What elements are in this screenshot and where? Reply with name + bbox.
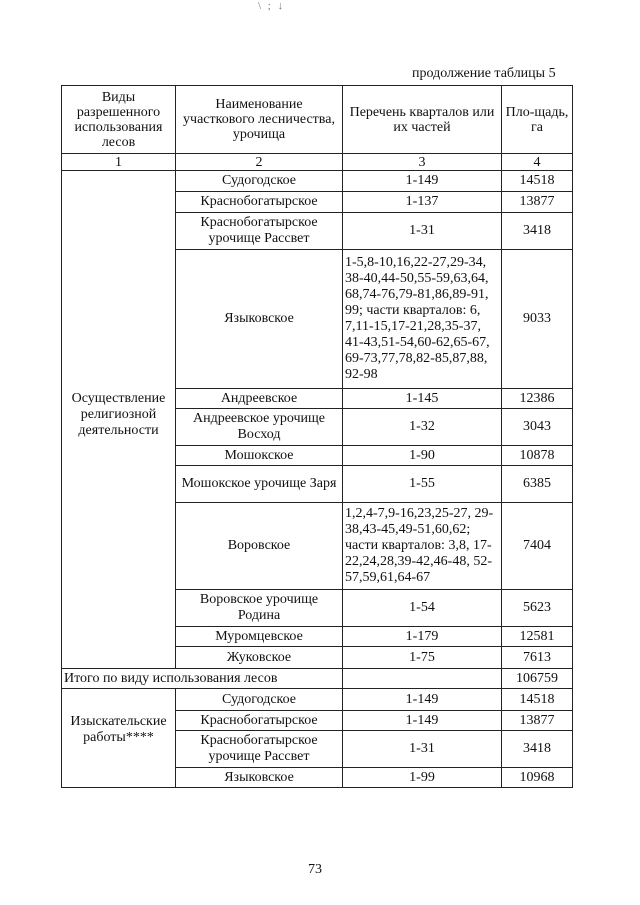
table-row (62, 171, 573, 192)
area-value: 6385 (502, 466, 573, 503)
area-value: 9033 (502, 250, 573, 389)
area-value: 13877 (502, 711, 573, 731)
forestry-name: Воровское (176, 503, 343, 590)
area-value: 7613 (502, 647, 573, 669)
area-value: 3418 (502, 213, 573, 250)
header-forestry: Наименование участкового лесничества, урочища (176, 86, 343, 154)
quarters-list: 1-145 (343, 389, 502, 409)
header-type: Виды разрешенного использования лесов (62, 86, 176, 154)
quarters-list: 1-55 (343, 466, 502, 503)
quarters-list: 1-54 (343, 590, 502, 627)
forestry-name: Муромцевское (176, 627, 343, 647)
area-value: 10968 (502, 768, 573, 788)
column-number: 2 (176, 154, 343, 171)
area-value: 12386 (502, 389, 573, 409)
use-type-cell (62, 689, 176, 788)
total-label: Итого по виду использования лесов (62, 669, 343, 689)
quarters-list: 1-75 (343, 647, 502, 669)
area-value: 5623 (502, 590, 573, 627)
forestry-name: Судогодское (176, 689, 343, 711)
quarters-list: 1-90 (343, 446, 502, 466)
use-type-cell (62, 171, 176, 669)
total-quarters-empty (343, 669, 502, 689)
quarters-list: 1-149 (343, 689, 502, 711)
forestry-name: Краснобогатырское (176, 192, 343, 213)
page-number: 73 (308, 862, 322, 877)
area-value: 3043 (502, 409, 573, 446)
quarters-list: 1-149 (343, 711, 502, 731)
forestry-name: Краснобогатырское (176, 711, 343, 731)
forestry-name: Андреевское урочище Восход (176, 409, 343, 446)
area-value: 3418 (502, 731, 573, 768)
total-row (62, 669, 573, 689)
column-number: 4 (502, 154, 573, 171)
area-value: 14518 (502, 171, 573, 192)
area-value: 7404 (502, 503, 573, 590)
area-value: 10878 (502, 446, 573, 466)
quarters-list: 1-137 (343, 192, 502, 213)
forestry-name: Мошокское (176, 446, 343, 466)
quarters-list: 1-99 (343, 768, 502, 788)
forestry-name: Судогодское (176, 171, 343, 192)
total-area: 106759 (502, 669, 573, 689)
area-value: 14518 (502, 689, 573, 711)
forestry-name: Языковское (176, 768, 343, 788)
forest-use-table (61, 85, 573, 788)
area-value: 13877 (502, 192, 573, 213)
table-row (62, 689, 573, 711)
forestry-name: Мошокское урочище Заря (176, 466, 343, 503)
quarters-list: 1-5,8-10,16,22-27,29-34, 38-40,44-50,55-59,63,64, 68,74-76,79-81,86,89-91, 99; части кварталов: 6, 7,11-15,17-21,28,35-37, 41-43,51-54,60-62,65-67, 69-73,77,78,82-85,87,88, 92-98 (343, 250, 502, 389)
forestry-name: Краснобогатырское урочище Рассвет (176, 731, 343, 768)
quarters-list: 1,2,4-7,9-16,23,25-27, 29-38,43-45,49-51,60,62; части кварталов: 3,8, 17-22,24,28,39-42,46-48, 52-57,59,61,64-67 (343, 503, 502, 590)
quarters-list: 1-32 (343, 409, 502, 446)
scan-mark: \ ; ↓ (258, 0, 286, 12)
column-number: 1 (62, 154, 176, 171)
area-value: 12581 (502, 627, 573, 647)
quarters-list: 1-149 (343, 171, 502, 192)
use-type-label: Осуществление религиозной деятельности (71, 391, 166, 438)
forestry-name: Воровское урочище Родина (176, 590, 343, 627)
forestry-name: Андреевское (176, 389, 343, 409)
column-number-row (62, 154, 573, 171)
column-number: 3 (343, 154, 502, 171)
quarters-list: 1-31 (343, 213, 502, 250)
header-area: Пло-щадь, га (502, 86, 573, 154)
quarters-list: 1-179 (343, 627, 502, 647)
forestry-name: Краснобогатырское урочище Рассвет (176, 213, 343, 250)
forestry-name: Жуковское (176, 647, 343, 669)
table-continuation-label: продолжение таблицы 5 (412, 66, 556, 81)
header-quarters: Перечень кварталов или их частей (343, 86, 502, 154)
quarters-list: 1-31 (343, 731, 502, 768)
forestry-name: Языковское (176, 250, 343, 389)
header-row (62, 86, 573, 154)
use-type-label: Изыскательские работы**** (70, 714, 167, 745)
